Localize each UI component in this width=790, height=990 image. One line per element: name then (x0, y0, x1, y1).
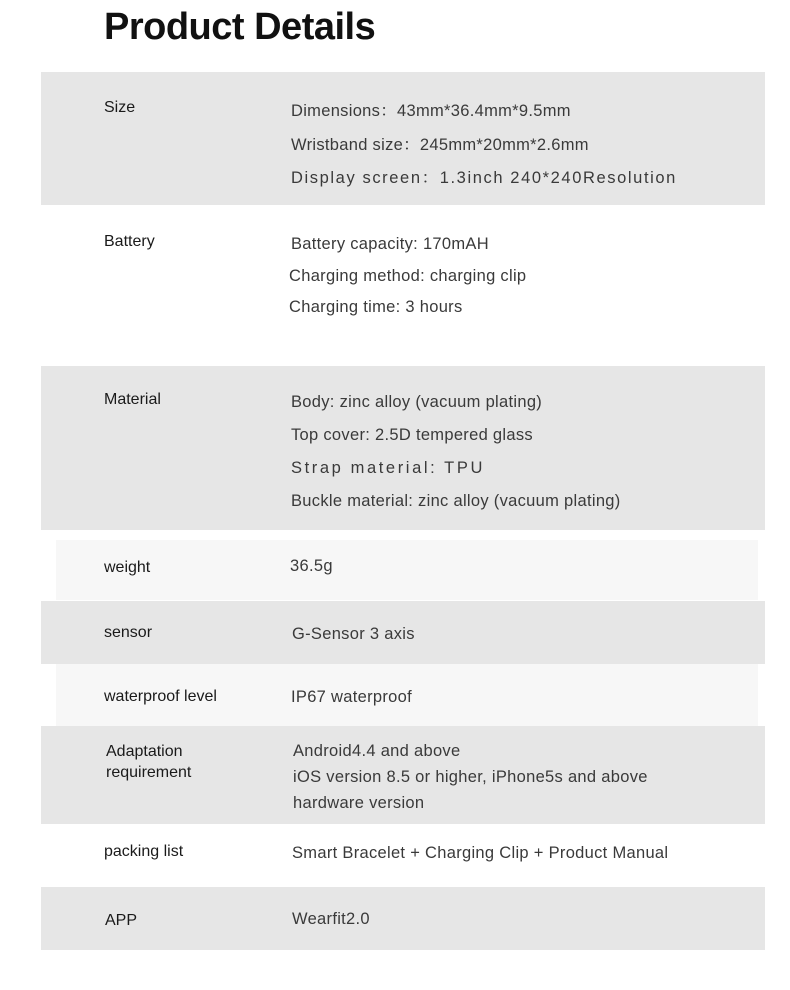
spec-values-sensor (292, 623, 415, 645)
spec-row-size (41, 72, 765, 205)
spec-values-weight (290, 555, 333, 577)
spec-value: Top cover: 2.5D tempered glass (291, 426, 533, 444)
spec-label-app: APP (105, 912, 138, 929)
spec-values-battery (291, 229, 526, 324)
spec-value: iOS version 8.5 or higher, iPhone5s and above (293, 768, 648, 786)
spec-value: G-Sensor 3 axis (292, 625, 415, 643)
spec-value: Battery capacity: 170mAH (291, 235, 489, 253)
spec-value: Body: zinc alloy (vacuum plating) (291, 393, 543, 411)
spec-value: Dimensions：43mm*36.4mm*9.5mm (291, 102, 571, 120)
spec-row-waterproof (56, 664, 758, 726)
spec-label-waterproof: waterproof level (104, 688, 217, 705)
spec-row-sensor (41, 601, 765, 664)
spec-label-sensor: sensor (104, 624, 153, 641)
spec-row-app (41, 887, 765, 950)
spec-value: 36.5g (290, 557, 333, 575)
spec-values-app (292, 908, 370, 930)
spec-value: Charging time: 3 hours (289, 298, 463, 316)
spec-label-material: Material (104, 391, 161, 408)
spec-label-battery: Battery (104, 233, 155, 250)
spec-label-weight: weight (104, 559, 151, 576)
spec-value: Charging method: charging clip (289, 266, 527, 285)
spec-values-waterproof (291, 686, 412, 708)
spec-label-size: Size (104, 99, 136, 116)
spec-values-packing (292, 842, 668, 864)
spec-value: Wearfit2.0 (292, 910, 370, 928)
spec-row-packing (41, 824, 765, 887)
spec-values-adaptation (293, 738, 648, 816)
spec-row-weight (56, 540, 758, 600)
spec-value: Wristband size：245mm*20mm*2.6mm (291, 135, 589, 154)
spec-value: Display screen：1.3inch 240*240Resolution (291, 169, 677, 187)
page-title: Product Details (104, 6, 376, 48)
spec-values-size (291, 95, 677, 196)
spec-label-packing: packing list (104, 843, 184, 860)
spec-row-material (41, 366, 765, 530)
spec-value: hardware version (293, 794, 425, 812)
spec-value: Smart Bracelet + Charging Clip + Product Manual (292, 844, 669, 862)
spec-value: Strap material: TPU (291, 459, 485, 477)
spec-label-adaptation: Adaptation requirement (106, 743, 192, 781)
spec-row-adaptation (41, 726, 765, 824)
spec-value: Android4.4 and above (293, 742, 461, 760)
spec-value: Buckle material: zinc alloy (vacuum plating) (291, 492, 621, 510)
spec-values-material (291, 386, 621, 518)
spec-row-battery (41, 205, 765, 366)
spec-value: IP67 waterproof (291, 688, 412, 706)
